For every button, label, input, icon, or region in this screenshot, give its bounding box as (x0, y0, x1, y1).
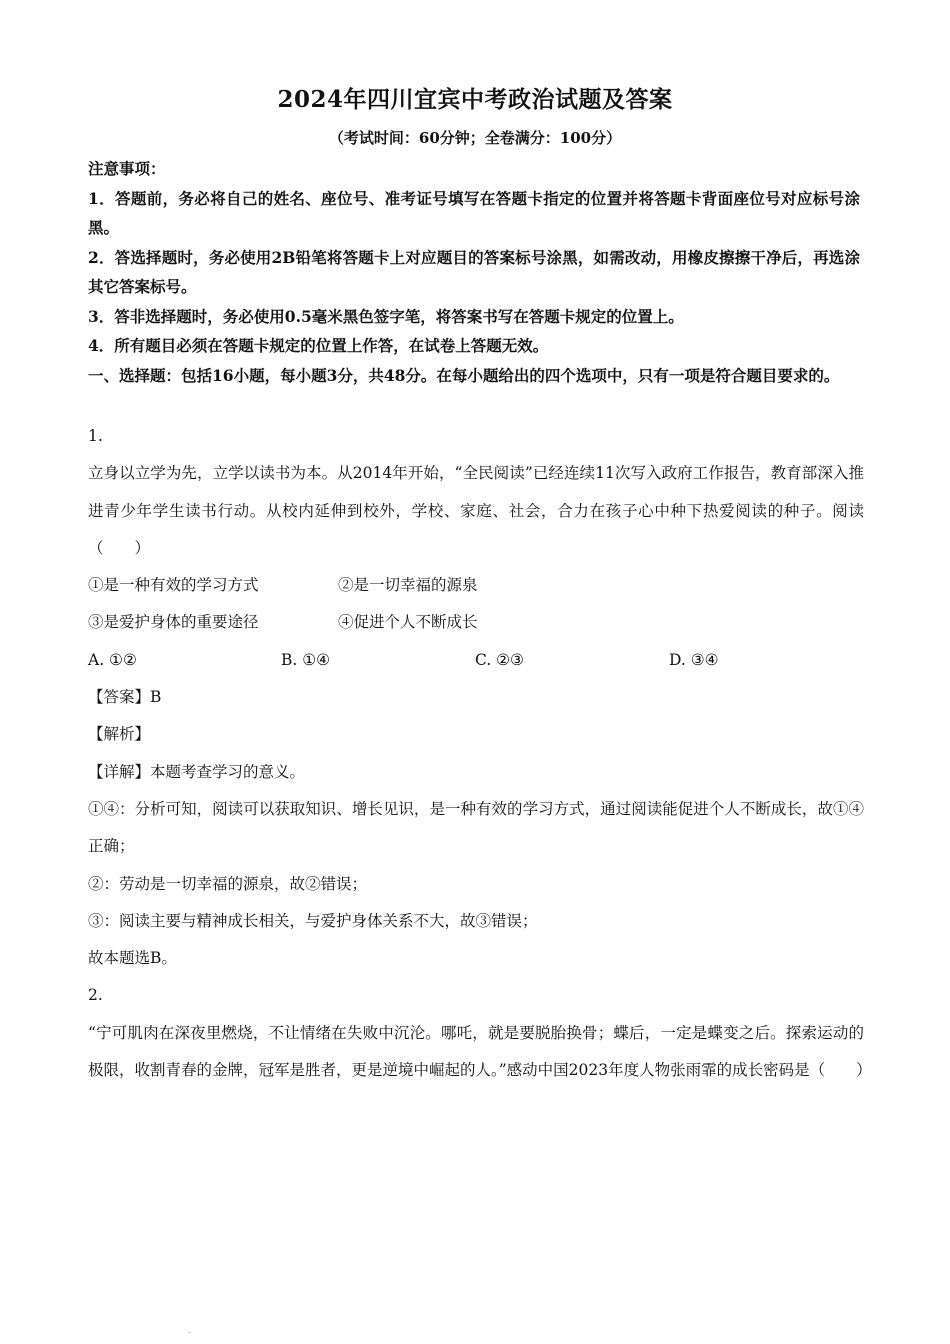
question-2-number: 2. (88, 986, 103, 1005)
option-a: A. ①② (88, 650, 137, 669)
statement-row-1 (88, 567, 864, 604)
notes-heading: 注意事项： (88, 159, 166, 178)
option-c: C. ②③ (475, 650, 524, 669)
explanation-1: ①④：分析可知，阅读可以获取知识、增长见识，是一种有效的学习方式，通过阅读能促进个人不断成长，故①④正确； (88, 799, 864, 856)
exam-info: （考试时间：60分钟；全卷满分：100分） (328, 129, 622, 147)
note-item-1: 1．答题前，务必将自己的姓名、座位号、准考证号填写在答题卡指定的位置并将答题卡背面座位号对应标号涂黑。 (88, 188, 860, 237)
options-row (88, 642, 864, 679)
notes-section (88, 154, 860, 390)
answer: 【答案】B (88, 688, 162, 707)
statement-3: ③是爱护身体的重要途径 (88, 613, 259, 632)
explanation-4: 故本题选B。 (88, 949, 177, 968)
statement-1: ①是一种有效的学习方式 (88, 576, 259, 595)
note-item-4: 4．所有题目必须在答题卡规定的位置上作答，在试卷上答题无效。 (88, 336, 549, 355)
statement-row-2 (88, 604, 864, 641)
section-heading: 一、选择题：包括16小题，每小题3分，共48分。在每小题给出的四个选项中，只有一项是符合题目要求的。 (88, 365, 840, 385)
option-d: D. ③④ (669, 650, 719, 669)
question-2-stem: “宁可肌肉在深夜里燃烧，不让情绪在失败中沉沦。哪吒，就是要脱胎换骨；蝶后，一定是蝶变之后。探索运动的极限，收割青春的金牌，冠军是胜者，更是逆境中崛起的人。”感动中国2023年度人物张雨霏的成长密码是（ ） (88, 1023, 872, 1080)
page-mark (188, 1332, 191, 1333)
question-stem: 立身以立学为先，立学以读书为本。从2014年开始，“全民阅读”已经连续11次写入政府工作报告，教育部深入推进青少年学生读书行动。从校内延伸到校外，学校、家庭、社会，合力在孩子心中种下热爱阅读的种子。阅读（ ） (88, 464, 864, 557)
statement-4: ④促进个人不断成长 (338, 613, 478, 632)
note-item-2: 2．答选择题时，务必使用2B铅笔将答题卡上对应题目的答案标号涂黑，如需改动，用橡皮擦擦干净后，再选涂其它答案标号。 (88, 247, 860, 296)
explanation-3: ③：阅读主要与精神成长相关，与爱护身体关系不大，故③错误； (88, 911, 538, 930)
statement-2: ②是一切幸福的源泉 (338, 576, 478, 595)
detail-heading: 【详解】本题考查学习的意义。 (88, 762, 306, 781)
question-number: 1. (88, 427, 103, 445)
option-b: B. ①④ (281, 650, 331, 669)
analysis-heading: 【解析】 (88, 725, 151, 744)
explanation-2: ②：劳动是一切幸福的源泉，故②错误； (88, 874, 368, 893)
page-title: 2024年四川宜宾中考政治试题及答案 (277, 86, 673, 113)
question-1 (88, 418, 872, 1089)
note-item-3: 3．答非选择题时，务必使用0.5毫米黑色签字笔，将答案书写在答题卡规定的位置上。 (88, 306, 684, 326)
